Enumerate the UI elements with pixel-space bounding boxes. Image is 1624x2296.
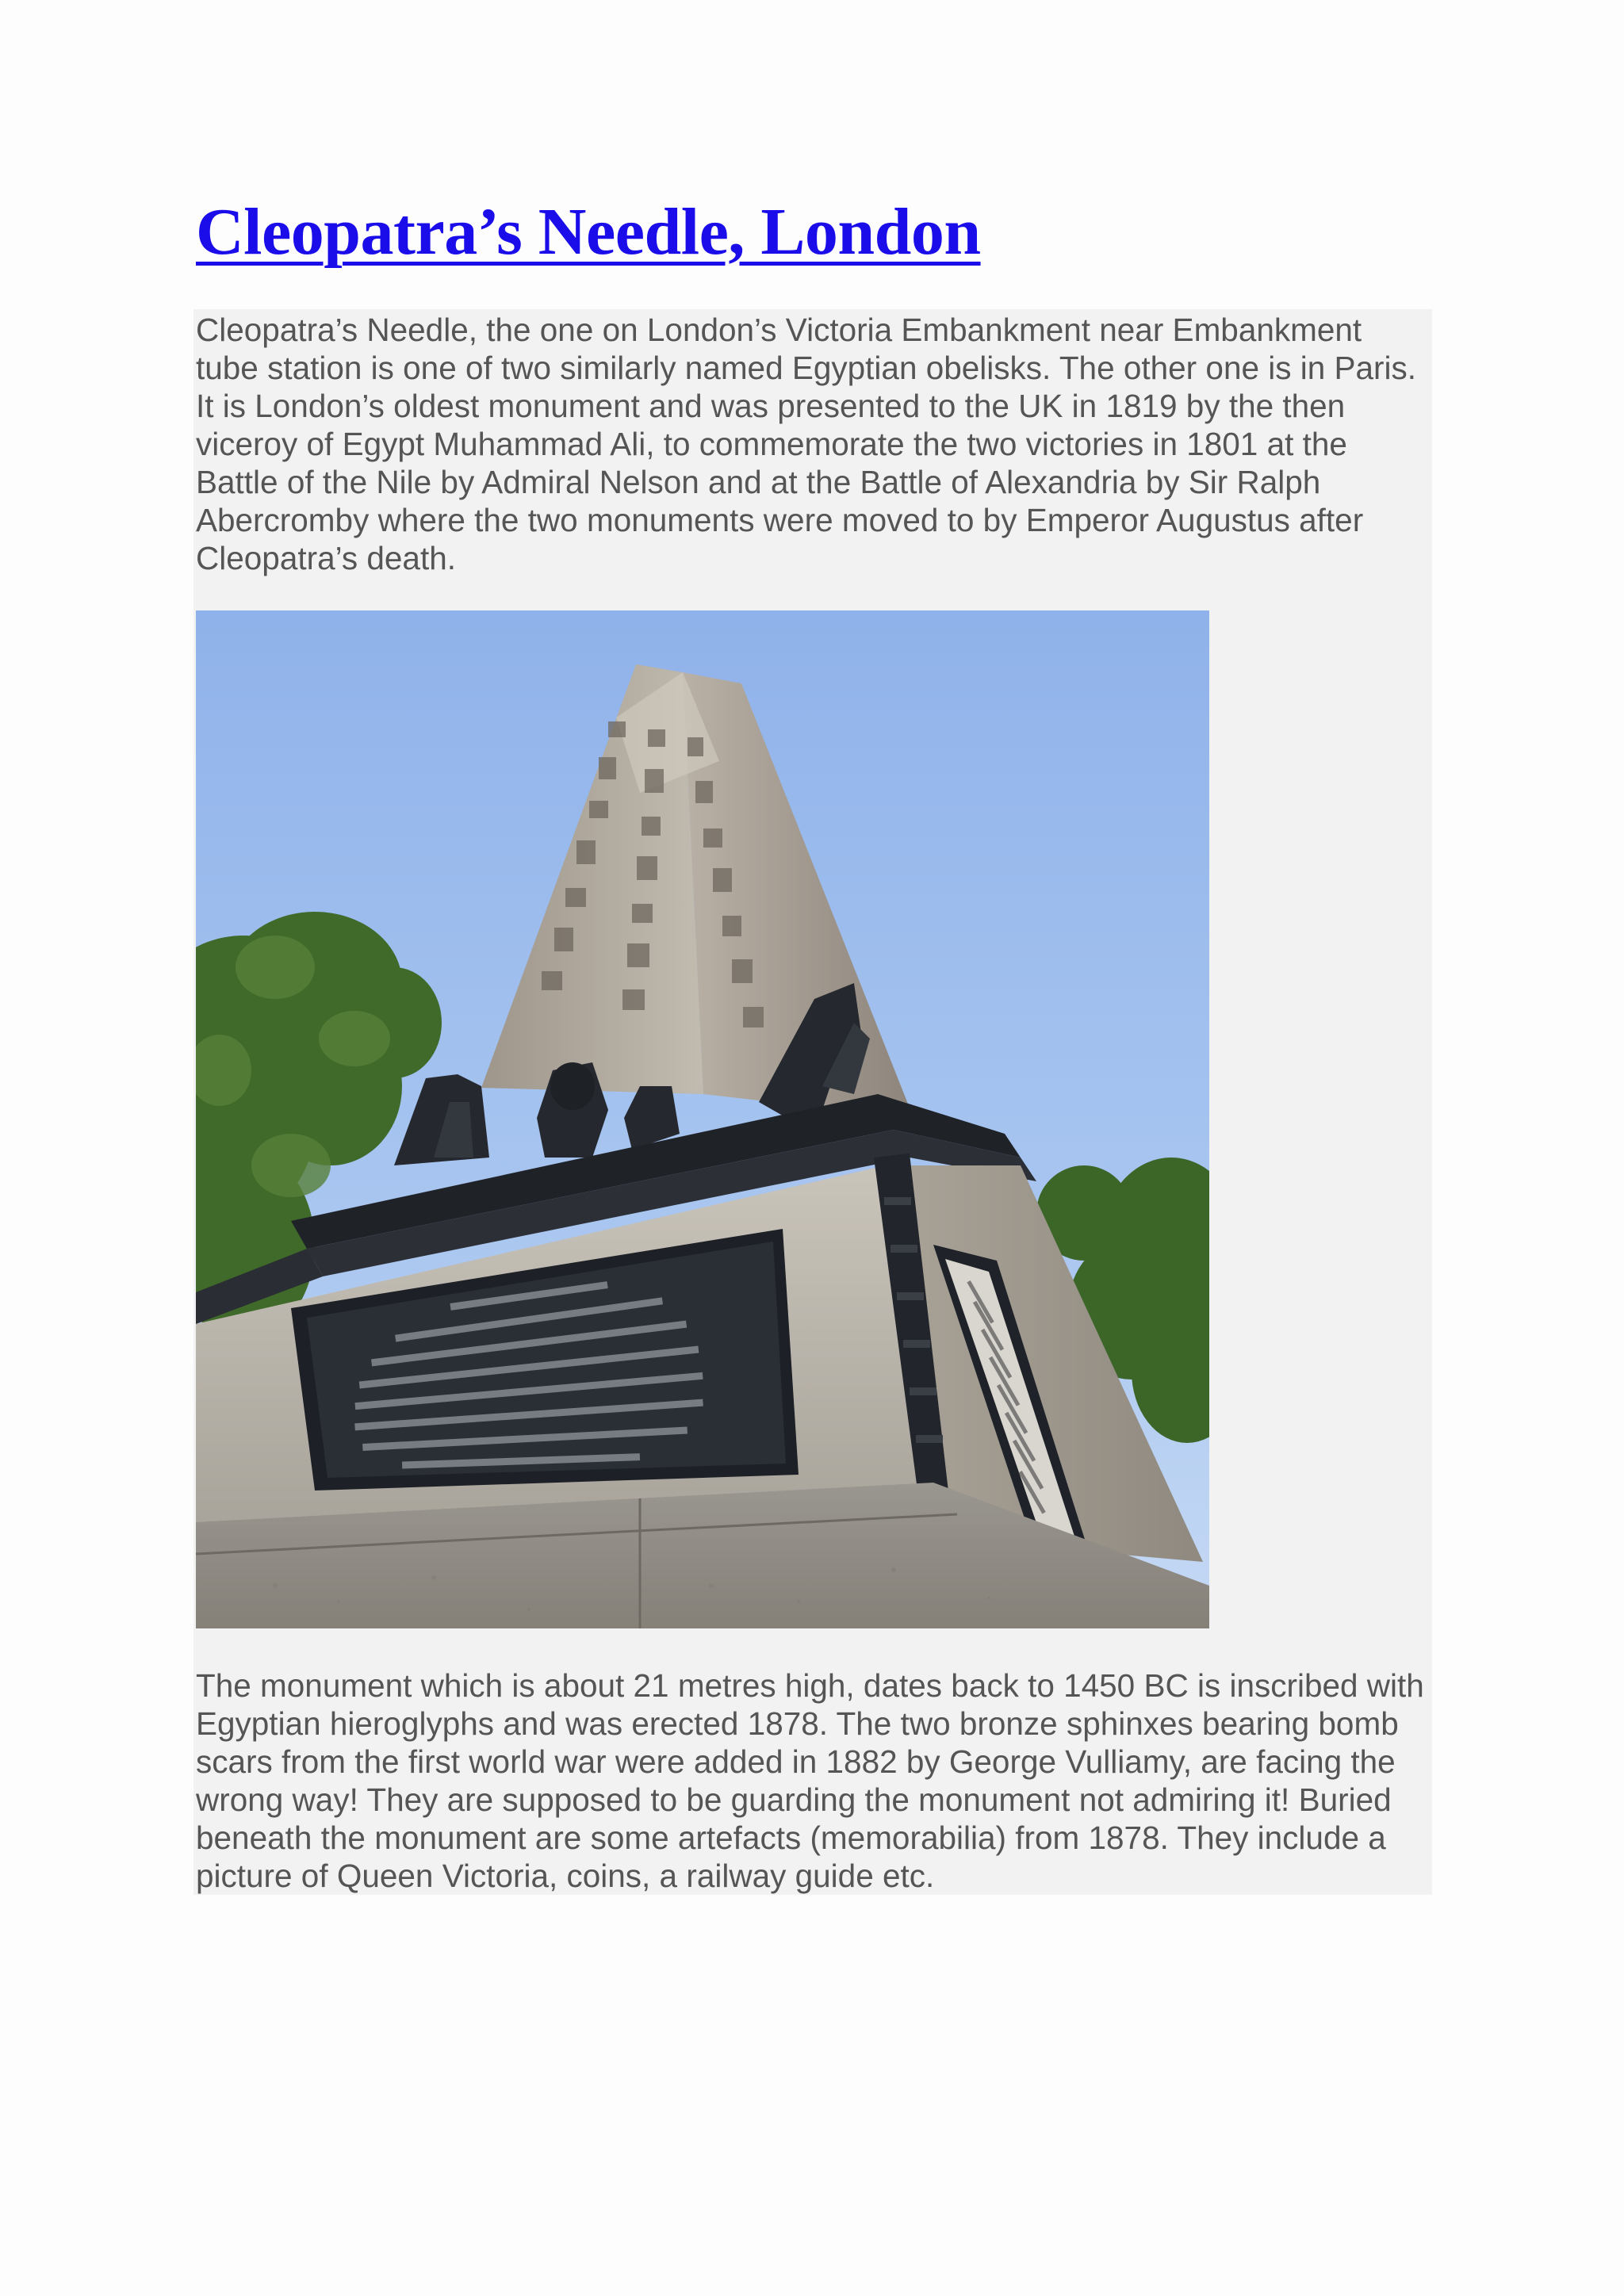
intro-paragraph: Cleopatra’s Needle, the one on London’s Victoria Embankment near Embankment tube station is one of two similarly named Egyptian obelisks. The other one is in Paris. It is London’s oldest monument and was presented to the UK in 1819 by the then viceroy of Egypt Muhammad Ali, to commemorate the two victories in 1801 at the Battle of the Nile by Admiral Nelson and at the Battle of Alexandria by Sir Ralph Abercromby where the two monuments were moved to by Emperor Augustus after Cleopatra’s death.: [196, 312, 1417, 576]
obelisk-photo: [196, 610, 1209, 1628]
history-paragraph: The monument which is about 21 metres high, dates back to 1450 BC is inscribed with Egyptian hieroglyphs and was erected 1878. The two bronze sphinxes bearing bomb scars from the first world war were added in 1882 by George Vulliamy, are facing the wrong way! They are supposed to be guarding the monument not admiring it! Buried beneath the monument are some artefacts (memorabilia) from 1878. They include a picture of Queen Victoria, coins, a railway guide etc.: [196, 1667, 1424, 1894]
article-title-link[interactable]: Cleopatra’s Needle, London: [196, 195, 981, 269]
